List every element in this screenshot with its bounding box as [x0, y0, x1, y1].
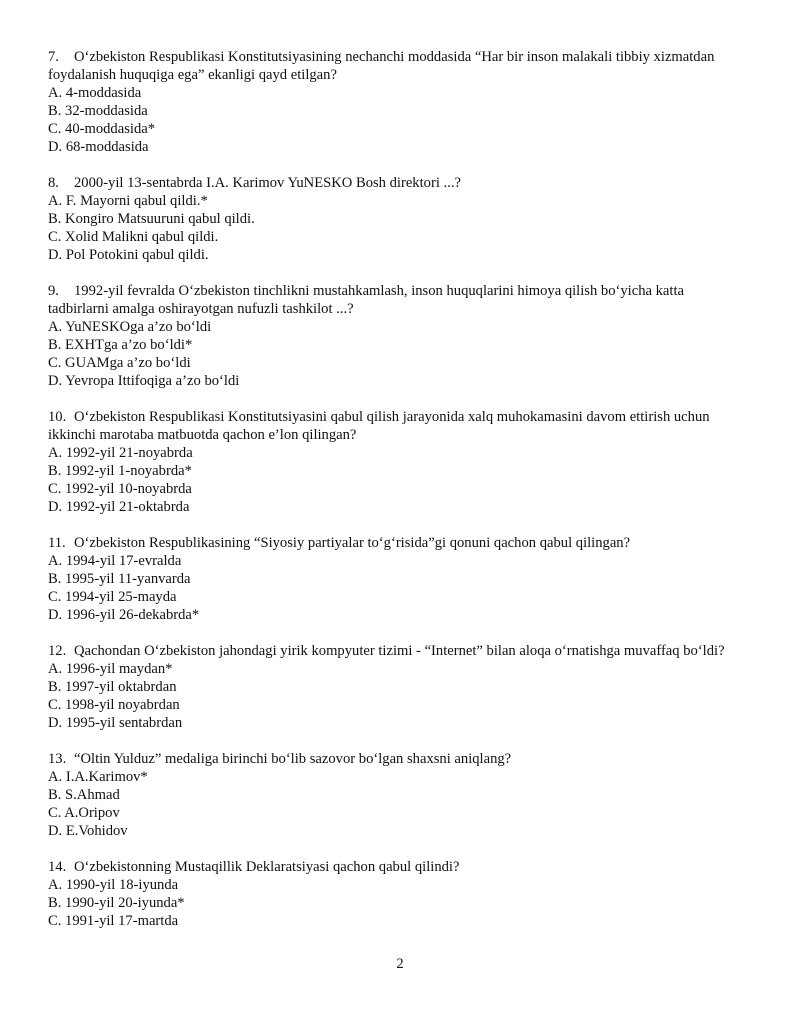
question-text [48, 858, 748, 876]
answer-option: D. Yevropa Ittifoqiga a’zo bo‘ldi [48, 373, 240, 389]
answer-option: A. 1996-yil maydan* [48, 661, 173, 677]
question-number: 7. [48, 49, 59, 65]
answer-option: B. 1997-yil oktabrdan [48, 679, 177, 695]
answer-option: A. I.A.Karimov* [48, 769, 148, 785]
question-prompt: O‘zbekiston Respublikasining “Siyosiy partiyalar to‘g‘risida”gi qonuni qachon qabul qilingan? [74, 535, 631, 551]
page-number: 2 [396, 956, 404, 972]
question-block [48, 858, 748, 930]
answer-option: D. E.Vohidov [48, 823, 128, 839]
question-number: 11. [48, 535, 66, 551]
question-block [48, 642, 748, 732]
answer-option: C. 1998-yil noyabrdan [48, 697, 180, 713]
question-number: 9. [48, 283, 59, 299]
answer-option: B. 32-moddasida [48, 103, 148, 119]
question-number: 14. [48, 859, 67, 875]
answer-option: C. GUAMga a’zo bo‘ldi [48, 355, 191, 371]
question-block [48, 534, 748, 624]
answer-option: C. 1994-yil 25-mayda [48, 589, 177, 605]
question-number: 13. [48, 751, 67, 767]
question-prompt: 2000-yil 13-sentabrda I.A. Karimov YuNESKO Bosh direktori ...? [74, 175, 461, 191]
answer-option: B. S.Ahmad [48, 787, 120, 803]
answer-option: C. 1991-yil 17-martda [48, 913, 179, 929]
answer-option: B. EXHTga a’zo bo‘ldi* [48, 337, 193, 353]
answer-option: D. 1992-yil 21-oktabrda [48, 499, 190, 515]
answer-option: B. 1995-yil 11-yanvarda [48, 571, 191, 587]
answer-option: D. 1996-yil 26-dekabrda* [48, 607, 200, 623]
question-block [48, 174, 748, 264]
question-block [48, 750, 748, 840]
question-text [48, 408, 748, 444]
answer-option: B. Kongiro Matsuuruni qabul qildi. [48, 211, 255, 227]
question-block [48, 282, 748, 390]
question-number: 8. [48, 175, 59, 191]
answer-option: C. 40-moddasida* [48, 121, 156, 137]
question-prompt: O‘zbekiston Respublikasi Konstitutsiyasining nechanchi moddasida “Har bir inson malakali tibbiy xizmatdan foydalanish huquqiga ega” ekanligi qayd etilgan? [48, 49, 715, 83]
question-number: 10. [48, 409, 67, 425]
question-text [48, 174, 748, 192]
answer-option: C. Xolid Malikni qabul qildi. [48, 229, 219, 245]
answer-option: C. 1992-yil 10-noyabrda [48, 481, 192, 497]
question-text [48, 642, 748, 660]
answer-option: B. 1990-yil 20-iyunda* [48, 895, 185, 911]
question-prompt: O‘zbekistonning Mustaqillik Deklaratsiyasi qachon qabul qilindi? [74, 859, 460, 875]
answer-option: A. 4-moddasida [48, 85, 142, 101]
answer-option: A. 1990-yil 18-iyunda [48, 877, 179, 893]
question-text [48, 750, 748, 768]
question-text [48, 48, 748, 84]
question-text [48, 534, 748, 552]
answer-option: A. 1992-yil 21-noyabrda [48, 445, 193, 461]
question-prompt: Qachondan O‘zbekiston jahondagi yirik kompyuter tizimi - “Internet” bilan aloqa o‘rnatishga muvaffaq bo‘ldi? [74, 643, 725, 659]
question-prompt: “Oltin Yulduz” medaliga birinchi bo‘lib sazovor bo‘lgan shaxsni aniqlang? [74, 751, 512, 767]
answer-option: C. A.Oripov [48, 805, 120, 821]
answer-option: A. YuNESKOga a’zo bo‘ldi [48, 319, 212, 335]
answer-option: A. 1994-yil 17-evralda [48, 553, 182, 569]
question-block [48, 48, 748, 156]
answer-option: B. 1992-yil 1-noyabrda* [48, 463, 192, 479]
question-text [48, 282, 748, 318]
question-block [48, 408, 748, 516]
answer-option: D. 68-moddasida [48, 139, 149, 155]
question-prompt: 1992-yil fevralda O‘zbekiston tinchlikni mustahkamlash, inson huquqlarini himoya qilish bo‘yicha katta tadbirlarni amalga oshirayotgan nufuzli tashkilot ...? [48, 283, 684, 317]
question-number: 12. [48, 643, 67, 659]
question-prompt: O‘zbekiston Respublikasi Konstitutsiyasini qabul qilish jarayonida xalq muhokamasini davom ettirish uchun ikkinchi marotaba matbuotda qachon e’lon qilingan? [48, 409, 710, 443]
answer-option: D. 1995-yil sentabrdan [48, 715, 183, 731]
answer-option: D. Pol Potokini qabul qildi. [48, 247, 209, 263]
answer-option: A. F. Mayorni qabul qildi.* [48, 193, 208, 209]
question-list [48, 48, 748, 948]
